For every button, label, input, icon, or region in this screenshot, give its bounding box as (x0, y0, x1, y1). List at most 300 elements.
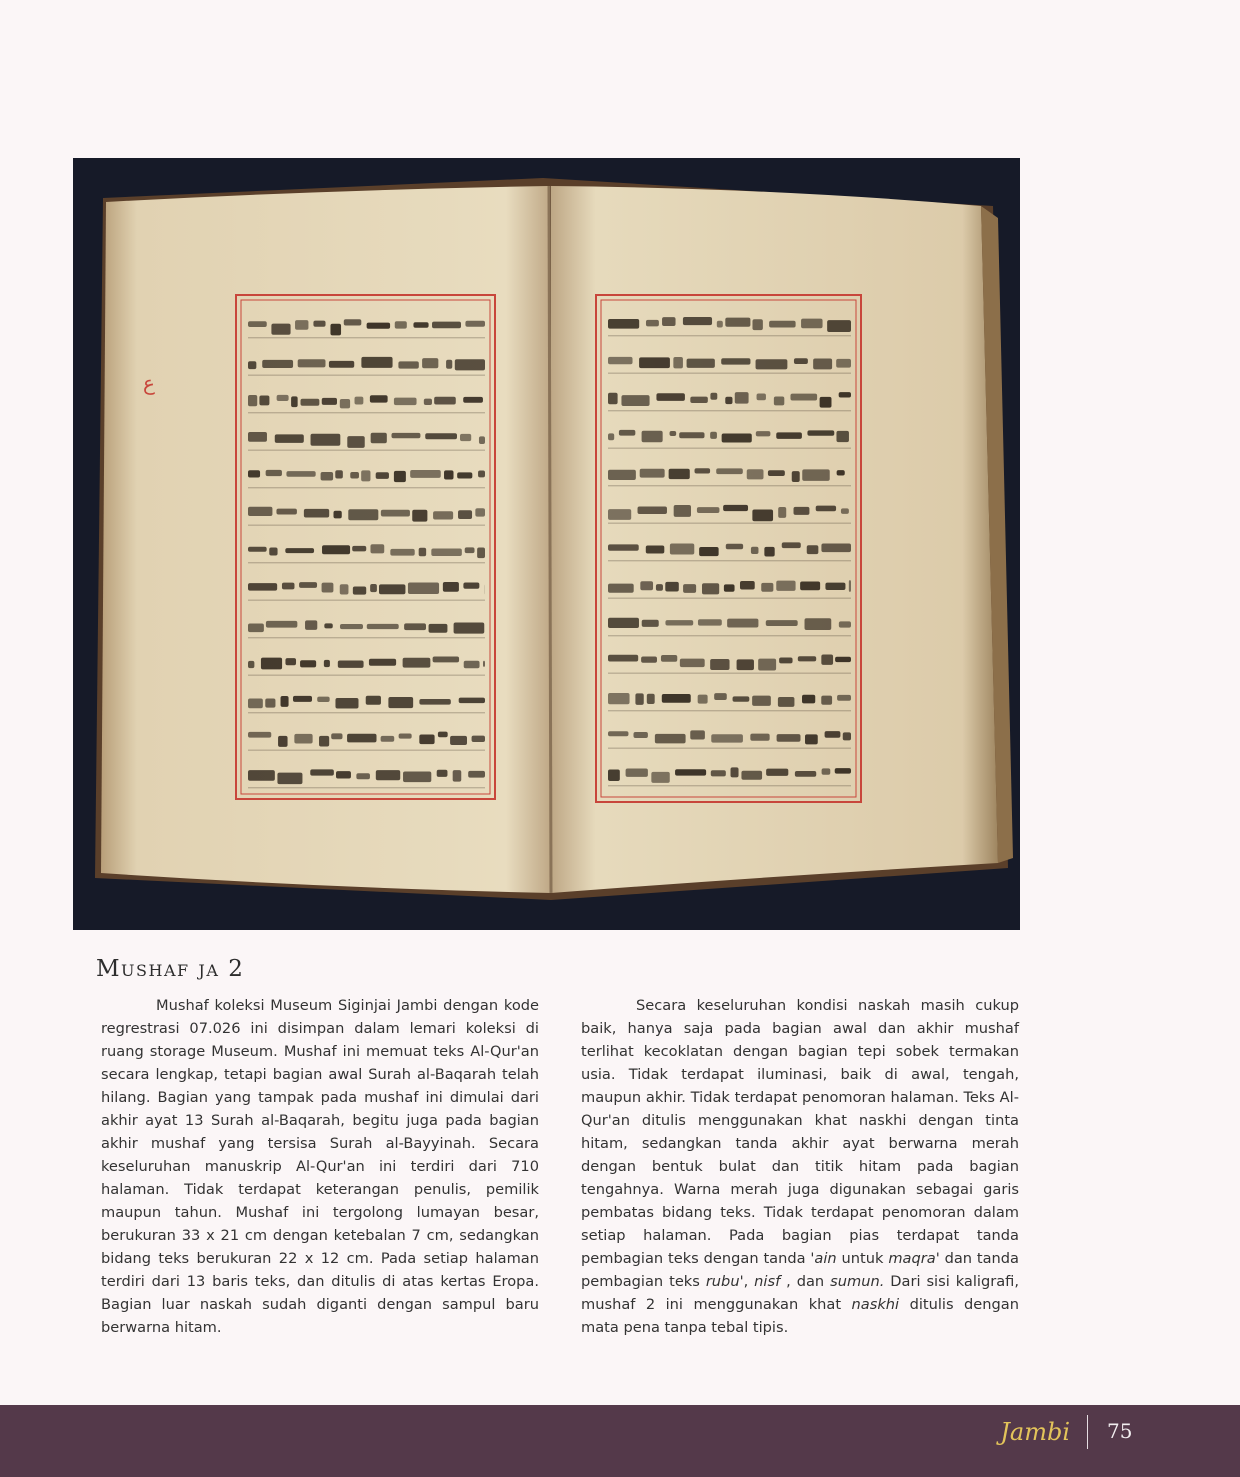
script-word (422, 358, 438, 368)
script-word (777, 734, 801, 742)
script-word (370, 395, 388, 402)
script-word (269, 547, 277, 555)
script-word (301, 399, 320, 406)
script-word (821, 544, 851, 553)
script-word (432, 322, 461, 329)
script-word (248, 507, 272, 516)
script-word (429, 624, 448, 633)
script-word (801, 319, 822, 329)
script-word (472, 736, 485, 742)
script-word (330, 324, 341, 336)
left-page (101, 186, 551, 893)
manuscript-illustration (73, 158, 1020, 930)
script-word (794, 507, 810, 515)
script-word (805, 618, 832, 630)
script-word (313, 321, 325, 327)
script-word (295, 320, 308, 330)
script-word (248, 583, 277, 591)
script-word (419, 699, 450, 705)
script-word (608, 655, 638, 662)
script-word (443, 582, 459, 592)
script-word (843, 732, 851, 740)
script-word (839, 392, 851, 397)
script-word (757, 393, 766, 400)
script-word (710, 659, 729, 670)
script-word (248, 470, 260, 477)
script-word (291, 396, 298, 407)
script-word (639, 357, 670, 368)
script-word (608, 393, 618, 405)
script-word (741, 771, 762, 780)
script-word (282, 583, 295, 590)
script-word (805, 734, 818, 744)
script-word (821, 696, 832, 705)
script-word (800, 582, 820, 591)
script-word (453, 770, 462, 781)
script-word (768, 470, 785, 476)
text-span: ditulis dengan mata pena tanpa tebal tipis. (581, 1296, 1019, 1336)
script-word (431, 549, 462, 556)
script-word (735, 392, 749, 404)
script-word (647, 694, 655, 704)
right-page (551, 186, 998, 893)
script-word (446, 360, 452, 369)
script-word (774, 397, 784, 406)
script-word (726, 544, 743, 549)
script-word (275, 434, 304, 442)
script-word (248, 547, 267, 552)
text-span: , dan (780, 1273, 831, 1290)
script-word (285, 658, 296, 665)
script-word (782, 542, 801, 548)
script-word (300, 660, 316, 667)
script-word (821, 655, 833, 665)
script-word (367, 323, 390, 329)
script-word (419, 734, 434, 744)
script-word (635, 693, 643, 705)
script-word (725, 318, 750, 327)
script-word (802, 695, 815, 704)
script-word (322, 583, 334, 593)
script-word (450, 736, 467, 745)
footer-region: Jambi (1000, 1418, 1070, 1446)
script-word (433, 657, 459, 663)
script-word (322, 398, 337, 405)
italic-term-nisf: nisf (754, 1273, 781, 1290)
script-word (675, 769, 706, 775)
script-word (849, 580, 851, 592)
script-word (266, 621, 297, 628)
script-word (727, 619, 758, 628)
script-word (608, 618, 639, 628)
script-word (248, 361, 256, 369)
italic-term-sumun: sumun. (830, 1273, 885, 1290)
script-word (750, 734, 769, 741)
script-word (716, 468, 743, 474)
script-word (248, 432, 267, 442)
script-word (340, 399, 350, 408)
script-word (381, 510, 410, 517)
script-word (410, 470, 441, 478)
script-word (460, 434, 471, 441)
script-word (646, 320, 659, 327)
right-column (581, 994, 1019, 1339)
script-word (293, 696, 312, 702)
script-word (329, 361, 354, 368)
script-word (721, 358, 750, 364)
script-word (662, 694, 691, 703)
script-word (248, 732, 271, 738)
script-word (438, 732, 448, 738)
script-word (740, 581, 755, 590)
script-word (778, 697, 795, 707)
script-word (371, 433, 387, 443)
script-word (807, 545, 819, 554)
script-word (794, 358, 808, 364)
script-word (376, 472, 389, 479)
script-word (390, 549, 414, 556)
script-word (835, 657, 851, 662)
script-word (317, 697, 329, 702)
left-column (101, 994, 539, 1339)
script-word (305, 620, 317, 629)
script-word (683, 317, 712, 325)
script-word (608, 319, 639, 329)
script-word (697, 507, 720, 513)
script-word (281, 696, 289, 707)
script-word (710, 432, 717, 439)
script-word (717, 321, 723, 328)
script-word (711, 770, 726, 776)
script-word (608, 433, 614, 440)
script-word (641, 657, 657, 663)
text-span: untuk (836, 1250, 889, 1267)
text-span: Secara keseluruhan kondisi naskah masih cukup baik, hanya saja pada bagian awal dan akhir mushaf terlihat kecoklatan dengan bagian tepi sobek termakan usia. Tidak terdapat iluminasi, baik di awal, tengah, maupun akhir. Tidak terdapat penomoran halaman. Teks Al-Qur'an ditulis menggunakan khat naskhi dengan tinta hitam, sedangkan tanda akhir ayat berwarna merah dengan bentuk bulat dan titik hitam pada bagian tengahnya. Warna merah juga digunakan sebagai garis pembatas bidang teks. Tidak terdapat penomoran dalam setiap halaman. Pada bagian pias terdapat tanda pembagian teks dengan tanda (581, 997, 1019, 1267)
script-word (248, 770, 275, 781)
script-word (335, 470, 343, 478)
script-word (698, 619, 722, 625)
script-word (464, 661, 480, 669)
script-word (483, 661, 485, 667)
script-word (822, 768, 831, 774)
script-word (776, 581, 795, 591)
script-word (670, 431, 677, 436)
manuscript-photo (73, 158, 1020, 930)
script-word (835, 768, 851, 773)
script-word (651, 772, 669, 783)
script-word (463, 583, 479, 589)
text-span: , (743, 1273, 755, 1290)
script-word (458, 510, 472, 519)
script-word (266, 470, 282, 476)
script-word (259, 395, 269, 405)
script-word (756, 359, 788, 369)
script-word (642, 620, 659, 627)
text-span: dan tanda pembagian teks (581, 1250, 1020, 1290)
script-word (621, 395, 649, 406)
script-word (683, 584, 696, 593)
script-word (792, 471, 800, 482)
script-word (839, 621, 851, 627)
script-word (608, 470, 636, 480)
script-word (479, 436, 485, 444)
script-word (640, 581, 653, 590)
script-word (437, 770, 448, 777)
script-word (276, 509, 296, 515)
script-word (336, 771, 351, 778)
script-word (324, 623, 332, 628)
script-word (722, 433, 752, 442)
script-word (778, 507, 786, 518)
margin-ain-mark: ع (143, 371, 155, 395)
script-word (752, 696, 771, 706)
script-word (656, 584, 663, 591)
script-word (837, 470, 845, 475)
script-word (662, 317, 675, 326)
script-word (608, 544, 639, 550)
script-word (379, 584, 405, 594)
script-word (248, 661, 254, 668)
footer-divider (1087, 1415, 1088, 1449)
script-word (702, 583, 719, 594)
script-word (262, 360, 293, 368)
script-word (766, 769, 788, 776)
script-word (277, 773, 302, 785)
script-word (394, 398, 417, 406)
script-word (690, 730, 705, 739)
script-word (752, 319, 762, 330)
script-word (756, 431, 771, 436)
script-word (381, 736, 395, 742)
script-word (779, 657, 792, 663)
italic-term-maqra: maqra' (888, 1250, 940, 1267)
script-word (674, 505, 691, 517)
text-span: Dari sisi kaligrafi, mushaf 2 ini menggunakan khat (581, 1273, 1019, 1313)
script-word (619, 430, 635, 436)
script-word (665, 582, 679, 592)
script-word (459, 698, 485, 703)
script-word (455, 359, 485, 370)
script-word (655, 734, 686, 743)
script-word (398, 361, 418, 368)
script-word (699, 547, 718, 556)
script-word (376, 770, 400, 780)
script-word (388, 697, 413, 708)
script-word (711, 734, 743, 742)
script-word (679, 432, 704, 438)
left-paragraph: Mushaf koleksi Museum Siginjai Jambi dengan kode regrestrasi 07.026 ini disimpan dalam lemari koleksi di ruang storage Museum. Mushaf ini memuat teks Al-Qur'an secara lengkap, tetapi bagian awal Surah al-Baqarah telah hilang. Bagian yang tampak pada mushaf ini dimulai dari akhir ayat 13 Surah al-Baqarah, begitu juga pada bagian akhir mushaf yang tersisa Surah al-Bayyinah. Secara keseluruhan manuskrip Al-Qur'an ini terdiri dari 710 halaman. Tidak terdapat keterangan penulis, pemilik maupun tahun. Mushaf ini tergolong lumayan besar, berukuran 33 x 21 cm dengan ketebalan 7 cm, sedangkan bidang teks berukuran 22 x 12 cm. Pada setiap halaman terdiri dari 13 baris teks, dan ditulis di atas kertas Eropa. Bagian luar naskah sudah diganti dengan sampul baru berwarna hitam. (101, 997, 539, 1336)
script-word (673, 357, 683, 368)
script-word (361, 470, 370, 481)
script-word (795, 771, 816, 777)
script-word (608, 509, 631, 520)
page-number: 75 (1107, 1419, 1133, 1443)
script-word (836, 359, 851, 368)
script-word (841, 508, 849, 513)
script-word (394, 471, 406, 482)
script-word (321, 472, 334, 481)
script-word (661, 655, 677, 662)
script-word (413, 322, 428, 328)
script-word (724, 584, 735, 591)
script-word (465, 321, 485, 327)
italic-term-rubu: rubu' (705, 1273, 744, 1290)
script-word (690, 397, 708, 403)
script-word (646, 545, 665, 553)
script-word (608, 731, 628, 736)
script-word (608, 357, 633, 364)
script-word (369, 659, 396, 666)
script-word (248, 395, 257, 406)
italic-term-ain: 'ain (810, 1250, 837, 1267)
script-word (463, 397, 483, 403)
script-word (665, 620, 693, 625)
script-word (294, 734, 312, 744)
script-word (816, 506, 836, 512)
script-word (723, 505, 748, 511)
script-word (478, 470, 485, 477)
script-word (324, 660, 330, 667)
script-word (820, 397, 832, 408)
section-heading: Mushaf ja 2 (96, 956, 245, 982)
script-word (758, 659, 776, 671)
script-word (285, 548, 314, 553)
script-word (248, 321, 267, 327)
script-word (670, 543, 694, 554)
script-word (404, 623, 426, 630)
script-word (322, 545, 350, 554)
script-word (286, 471, 315, 477)
script-word (764, 547, 774, 557)
script-word (347, 436, 364, 448)
script-word (766, 620, 798, 626)
script-word (350, 472, 359, 479)
script-word (640, 469, 665, 478)
script-word (790, 394, 817, 401)
script-word (747, 469, 764, 479)
script-word (353, 586, 366, 594)
script-word (311, 434, 341, 446)
script-word (807, 430, 834, 435)
italic-term-naskhi: naskhi (851, 1296, 900, 1313)
script-word (714, 693, 727, 700)
script-word (278, 736, 287, 747)
script-word (434, 397, 456, 405)
script-word (687, 359, 715, 368)
script-word (277, 395, 289, 401)
script-word (356, 773, 370, 779)
script-word (408, 583, 439, 595)
script-word (725, 397, 732, 404)
script-word (366, 696, 381, 705)
script-word (827, 320, 851, 332)
script-word (608, 584, 634, 593)
script-word (731, 767, 739, 777)
script-word (680, 659, 705, 668)
script-word (769, 321, 795, 328)
script-word (403, 658, 431, 668)
script-word (395, 321, 407, 328)
script-word (638, 506, 667, 514)
script-word (424, 399, 432, 405)
script-word (698, 695, 708, 704)
script-word (338, 660, 364, 667)
script-word (348, 509, 378, 520)
script-word (802, 469, 829, 480)
script-word (825, 731, 841, 738)
script-word (642, 431, 663, 443)
script-word (248, 624, 264, 633)
script-word (370, 544, 384, 553)
script-word (813, 359, 832, 370)
script-word (798, 656, 816, 661)
script-word (340, 624, 363, 629)
script-word (626, 768, 648, 776)
script-word (468, 771, 485, 778)
script-word (608, 693, 630, 704)
script-word (752, 509, 773, 521)
script-word (261, 658, 282, 670)
script-word (299, 582, 317, 588)
script-word (304, 509, 329, 518)
script-word (444, 470, 453, 479)
right-paragraph (581, 994, 1019, 1339)
script-word (265, 699, 275, 708)
script-word (695, 468, 711, 473)
script-word (477, 547, 485, 558)
script-word (331, 733, 342, 739)
script-word (633, 732, 647, 738)
script-word (403, 771, 431, 782)
script-word (352, 546, 366, 551)
script-word (319, 736, 329, 747)
script-word (355, 397, 364, 405)
script-word (825, 583, 845, 590)
footer-bar (0, 1405, 1240, 1477)
script-word (344, 319, 362, 325)
script-word (710, 393, 717, 400)
script-word (433, 511, 453, 519)
script-word (391, 433, 420, 438)
script-word (836, 431, 848, 442)
script-word (399, 734, 412, 739)
script-word (412, 510, 427, 522)
script-word (457, 472, 472, 478)
script-word (669, 469, 690, 479)
script-word (761, 583, 773, 592)
script-word (298, 359, 326, 367)
script-word (271, 324, 290, 335)
script-word (465, 547, 475, 553)
script-word (361, 357, 392, 368)
script-word (335, 698, 358, 709)
script-word (776, 432, 802, 438)
script-word (837, 695, 851, 701)
script-word (475, 508, 485, 516)
script-word (419, 548, 426, 556)
script-word (340, 584, 349, 594)
script-word (248, 698, 263, 708)
script-word (733, 696, 750, 701)
script-word (737, 659, 754, 670)
script-word (656, 393, 684, 401)
script-word (367, 624, 399, 629)
script-word (454, 622, 485, 633)
script-word (310, 769, 334, 775)
script-word (347, 734, 376, 743)
script-word (425, 433, 457, 439)
script-word (608, 770, 620, 781)
